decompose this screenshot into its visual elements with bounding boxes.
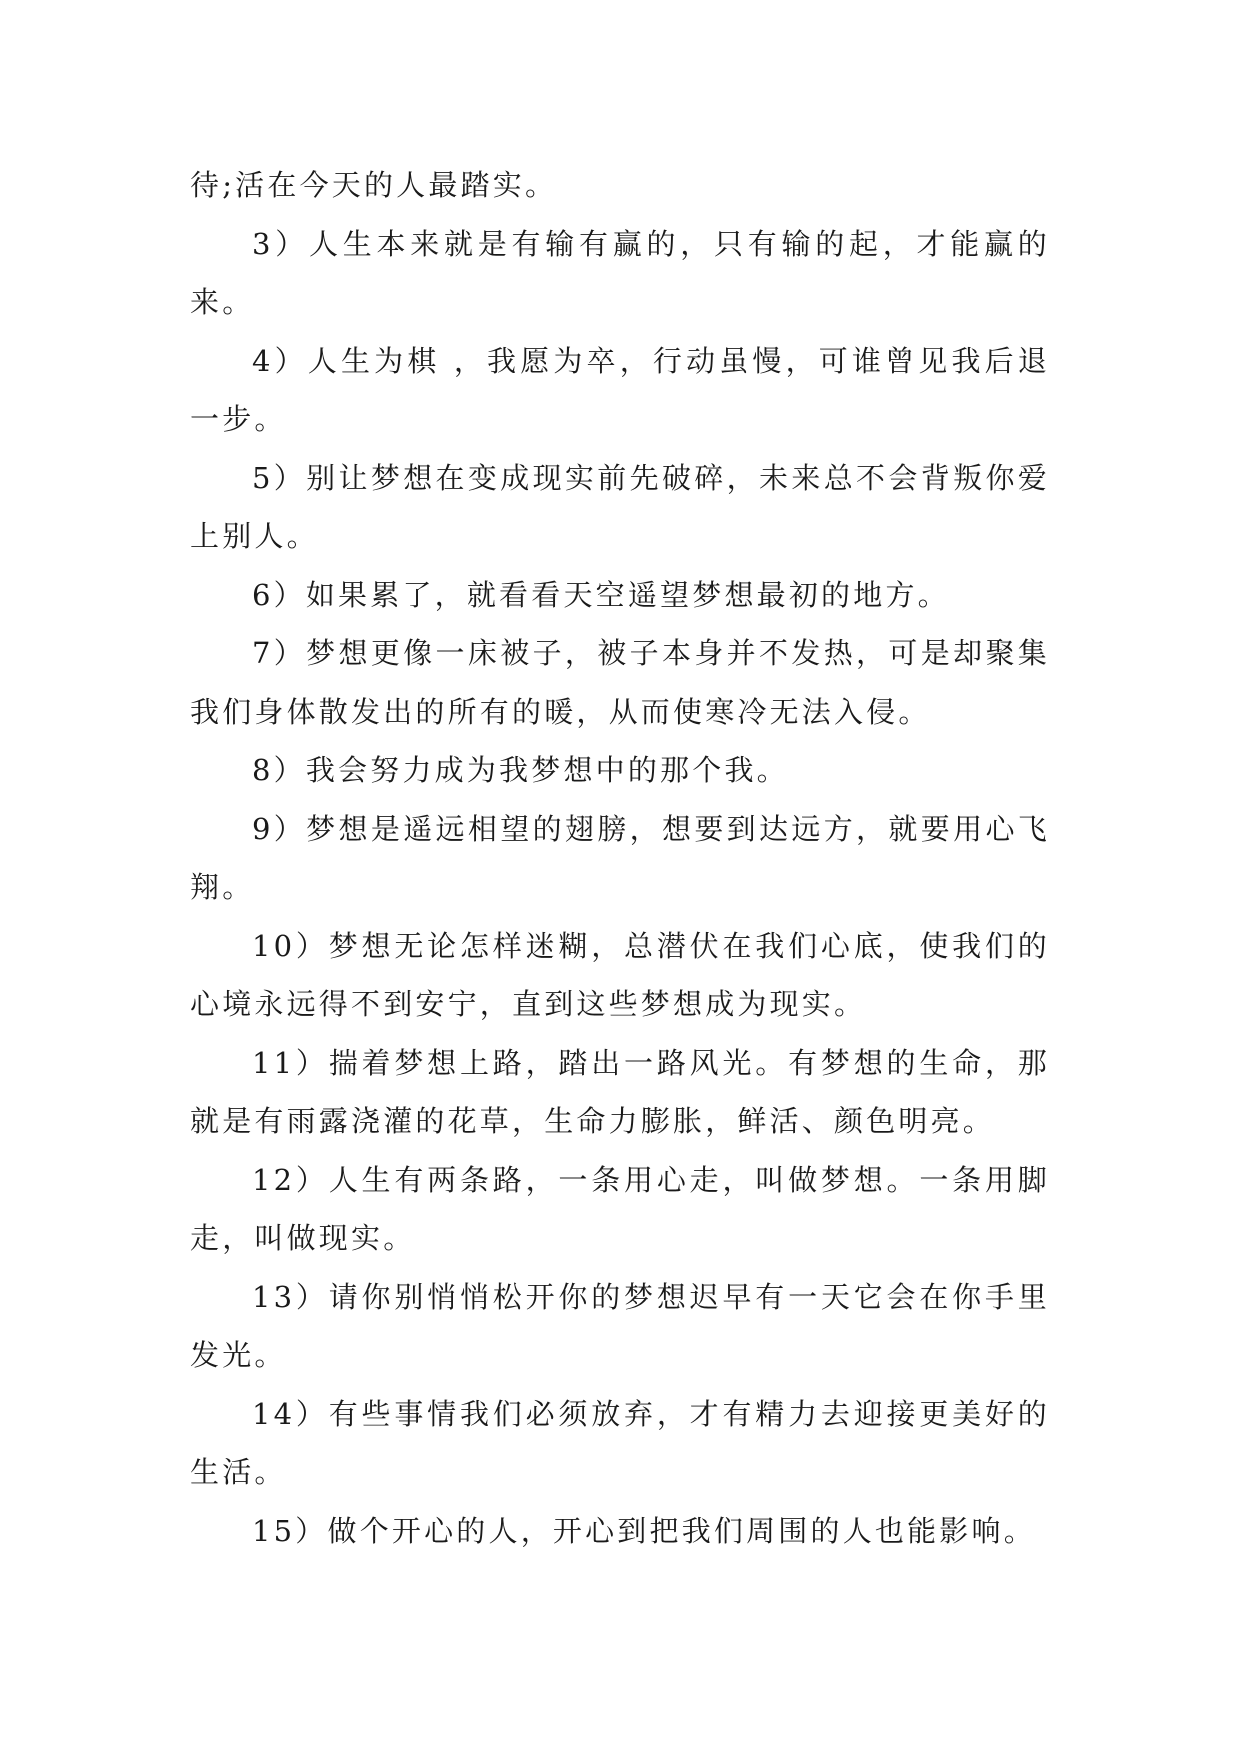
paragraph-item-5: 5）别让梦想在变成现实前先破碎，未来总不会背叛你爱上别人。 (190, 460, 1050, 553)
paragraph-item-15: 15）做个开心的人，开心到把我们周围的人也能影响。 (252, 1513, 1036, 1548)
paragraph-item-4: 4）人生为棋 ，我愿为卒，行动虽慢，可谁曾见我后退一步。 (190, 343, 1050, 436)
paragraph-item-9: 9）梦想是遥远相望的翅膀，想要到达远方，就要用心飞翔。 (190, 811, 1050, 904)
paragraph-item-3: 3）人生本来就是有输有赢的，只有输的起，才能赢的来。 (190, 226, 1050, 319)
paragraph-item-10: 10）梦想无论怎样迷糊，总潜伏在我们心底，使我们的心境永远得不到安宁，直到这些梦想成为现实。 (190, 928, 1050, 1021)
paragraph-item-13: 13）请你别悄悄松开你的梦想迟早有一天它会在你手里发光。 (190, 1279, 1050, 1372)
paragraph-item-14: 14）有些事情我们必须放弃，才有精力去迎接更美好的生活。 (190, 1396, 1050, 1489)
document-body (190, 156, 1050, 1560)
paragraph-item-11: 11）揣着梦想上路，踏出一路风光。有梦想的生命，那就是有雨露浇灌的花草，生命力膨胀，鲜活、颜色明亮。 (190, 1045, 1050, 1138)
paragraph-item-7: 7）梦想更像一床被子，被子本身并不发热，可是却聚集我们身体散发出的所有的暖，从而使寒冷无法入侵。 (190, 636, 1050, 729)
paragraph-continuation: 待;活在今天的人最踏实。 (190, 168, 558, 202)
paragraph-item-8: 8）我会努力成为我梦想中的那个我。 (252, 753, 789, 787)
paragraph-item-12: 12）人生有两条路，一条用心走，叫做梦想。一条用脚走，叫做现实。 (190, 1162, 1050, 1255)
paragraph-item-6: 6）如果累了，就看看天空遥望梦想最初的地方。 (252, 577, 950, 612)
